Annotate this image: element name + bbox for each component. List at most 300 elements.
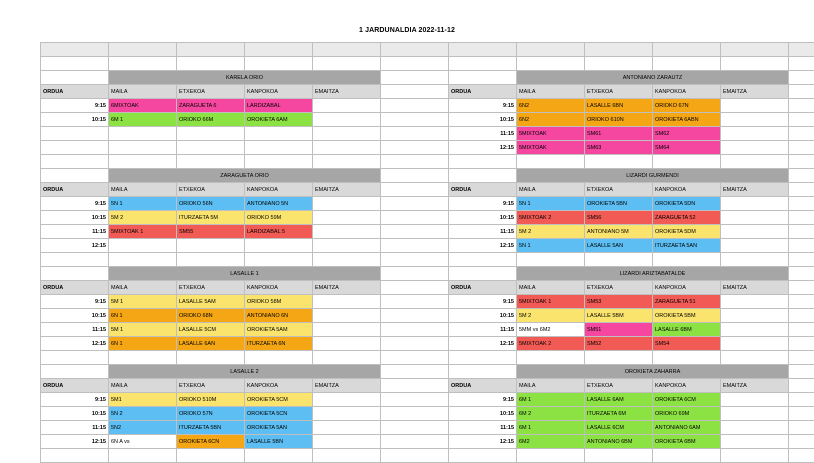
empty-cell[interactable] — [381, 155, 449, 169]
time-cell[interactable]: 9:15 — [449, 295, 517, 309]
empty-cell[interactable] — [41, 365, 109, 379]
etxekoa-cell[interactable]: ITURZAETA 5BN — [177, 421, 245, 435]
etxekoa-cell[interactable]: LASALLE 5AM — [177, 295, 245, 309]
empty-cell[interactable] — [177, 449, 245, 463]
header-ordua[interactable]: ORDUA — [449, 183, 517, 197]
header-etxekoa[interactable]: ETXEKOA — [585, 281, 653, 295]
empty-cell[interactable] — [381, 295, 449, 309]
emaitza-cell[interactable] — [313, 407, 381, 421]
empty-cell[interactable] — [41, 169, 109, 183]
time-cell[interactable]: 10:15 — [41, 211, 109, 225]
empty-cell[interactable] — [41, 57, 109, 71]
empty-cell[interactable] — [177, 253, 245, 267]
emaitza-cell[interactable] — [721, 113, 789, 127]
section-title[interactable]: LIZARDI ARIZTABATALDE — [517, 267, 789, 281]
empty-cell[interactable] — [41, 43, 109, 57]
empty-cell[interactable] — [789, 183, 814, 197]
empty-cell[interactable] — [41, 449, 109, 463]
kanpokoa-cell[interactable]: OROKIETA 5AN — [245, 421, 313, 435]
header-maila[interactable]: MAILA — [109, 379, 177, 393]
header-kanpokoa[interactable]: KANPOKOA — [653, 85, 721, 99]
kanpokoa-cell[interactable]: OROKIETA 6ABN — [653, 113, 721, 127]
kanpokoa-cell[interactable]: LARDIZABAL 5 — [245, 225, 313, 239]
header-ordua[interactable]: ORDUA — [41, 85, 109, 99]
empty-cell[interactable] — [789, 169, 814, 183]
header-emaitza[interactable]: EMAITZA — [721, 183, 789, 197]
time-cell[interactable]: 9:15 — [41, 393, 109, 407]
empty-cell[interactable] — [381, 225, 449, 239]
time-cell[interactable]: 11:15 — [41, 421, 109, 435]
header-emaitza[interactable]: EMAITZA — [313, 379, 381, 393]
empty-cell[interactable] — [381, 99, 449, 113]
emaitza-cell[interactable] — [313, 99, 381, 113]
empty-cell[interactable] — [789, 295, 814, 309]
empty-cell[interactable] — [381, 449, 449, 463]
header-emaitza[interactable]: EMAITZA — [313, 281, 381, 295]
etxekoa-cell[interactable]: ORIOKO 510M — [177, 393, 245, 407]
kanpokoa-cell[interactable] — [245, 127, 313, 141]
emaitza-cell[interactable] — [721, 141, 789, 155]
time-cell[interactable] — [41, 127, 109, 141]
empty-cell[interactable] — [381, 57, 449, 71]
empty-cell[interactable] — [381, 393, 449, 407]
etxekoa-cell[interactable]: OROKIETA 5BN — [585, 197, 653, 211]
etxekoa-cell[interactable]: SM61 — [585, 127, 653, 141]
empty-cell[interactable] — [517, 57, 585, 71]
empty-cell[interactable] — [381, 323, 449, 337]
empty-cell[interactable] — [41, 155, 109, 169]
empty-cell[interactable] — [245, 155, 313, 169]
etxekoa-cell[interactable]: SM56 — [585, 211, 653, 225]
etxekoa-cell[interactable] — [177, 127, 245, 141]
section-title[interactable]: KARELA ORIO — [109, 71, 381, 85]
maila-cell[interactable] — [109, 239, 177, 253]
empty-cell[interactable] — [109, 43, 177, 57]
maila-cell[interactable]: 6M 1 — [517, 393, 585, 407]
empty-cell[interactable] — [653, 155, 721, 169]
empty-cell[interactable] — [245, 351, 313, 365]
emaitza-cell[interactable] — [721, 407, 789, 421]
header-ordua[interactable]: ORDUA — [41, 281, 109, 295]
kanpokoa-cell[interactable]: OROKIETA 6AM — [245, 113, 313, 127]
header-etxekoa[interactable]: ETXEKOA — [177, 183, 245, 197]
emaitza-cell[interactable] — [721, 239, 789, 253]
kanpokoa-cell[interactable]: SM62 — [653, 127, 721, 141]
empty-cell[interactable] — [789, 71, 814, 85]
header-emaitza[interactable]: EMAITZA — [721, 85, 789, 99]
empty-cell[interactable] — [789, 43, 814, 57]
etxekoa-cell[interactable]: SM53 — [585, 295, 653, 309]
empty-cell[interactable] — [109, 449, 177, 463]
maila-cell[interactable]: 5N 1 — [517, 197, 585, 211]
kanpokoa-cell[interactable]: SM54 — [653, 337, 721, 351]
empty-cell[interactable] — [789, 379, 814, 393]
etxekoa-cell[interactable]: ORIOKO 66M — [177, 113, 245, 127]
empty-cell[interactable] — [109, 253, 177, 267]
header-etxekoa[interactable]: ETXEKOA — [585, 85, 653, 99]
header-kanpokoa[interactable]: KANPOKOA — [653, 379, 721, 393]
empty-cell[interactable] — [789, 141, 814, 155]
empty-cell[interactable] — [381, 141, 449, 155]
empty-cell[interactable] — [585, 57, 653, 71]
emaitza-cell[interactable] — [721, 393, 789, 407]
etxekoa-cell[interactable]: ORIOKO 57N — [177, 407, 245, 421]
time-cell[interactable]: 9:15 — [41, 197, 109, 211]
empty-cell[interactable] — [789, 127, 814, 141]
empty-cell[interactable] — [109, 351, 177, 365]
kanpokoa-cell[interactable]: ANTONIANO 6AM — [653, 421, 721, 435]
empty-cell[interactable] — [789, 155, 814, 169]
maila-cell[interactable]: 6N2 — [517, 113, 585, 127]
emaitza-cell[interactable] — [721, 309, 789, 323]
empty-cell[interactable] — [41, 267, 109, 281]
empty-cell[interactable] — [177, 57, 245, 71]
empty-cell[interactable] — [313, 253, 381, 267]
time-cell[interactable]: 11:15 — [449, 323, 517, 337]
kanpokoa-cell[interactable]: OROKIETA 5CM — [245, 393, 313, 407]
kanpokoa-cell[interactable]: ZARAGUETA 52 — [653, 211, 721, 225]
empty-cell[interactable] — [789, 407, 814, 421]
kanpokoa-cell[interactable]: ITURZAETA 6N — [245, 337, 313, 351]
empty-cell[interactable] — [789, 267, 814, 281]
empty-cell[interactable] — [789, 323, 814, 337]
time-cell[interactable]: 12:15 — [449, 435, 517, 449]
kanpokoa-cell[interactable]: OROKIETA 5AM — [245, 323, 313, 337]
empty-cell[interactable] — [381, 43, 449, 57]
empty-cell[interactable] — [245, 43, 313, 57]
empty-cell[interactable] — [177, 155, 245, 169]
kanpokoa-cell[interactable]: OROKIETA 5BM — [653, 309, 721, 323]
time-cell[interactable]: 10:15 — [449, 407, 517, 421]
kanpokoa-cell[interactable]: OROKIETA 5CN — [245, 407, 313, 421]
kanpokoa-cell[interactable]: LASALLE 6BM — [653, 323, 721, 337]
header-ordua[interactable]: ORDUA — [41, 379, 109, 393]
emaitza-cell[interactable] — [721, 211, 789, 225]
etxekoa-cell[interactable]: SM52 — [585, 337, 653, 351]
time-cell[interactable]: 10:15 — [449, 211, 517, 225]
time-cell[interactable] — [41, 141, 109, 155]
empty-cell[interactable] — [721, 155, 789, 169]
etxekoa-cell[interactable]: LASALLE 6BN — [585, 99, 653, 113]
etxekoa-cell[interactable]: SM63 — [585, 141, 653, 155]
emaitza-cell[interactable] — [721, 197, 789, 211]
empty-cell[interactable] — [789, 57, 814, 71]
maila-cell[interactable]: 5M 2 — [517, 309, 585, 323]
maila-cell[interactable]: 5M 2 — [517, 225, 585, 239]
kanpokoa-cell[interactable]: ORIOKO 67N — [653, 99, 721, 113]
header-kanpokoa[interactable]: KANPOKOA — [653, 281, 721, 295]
time-cell[interactable]: 10:15 — [41, 407, 109, 421]
empty-cell[interactable] — [449, 365, 517, 379]
empty-cell[interactable] — [449, 449, 517, 463]
empty-cell[interactable] — [517, 43, 585, 57]
emaitza-cell[interactable] — [721, 421, 789, 435]
maila-cell[interactable]: 5N 1 — [517, 239, 585, 253]
time-cell[interactable]: 11:15 — [449, 127, 517, 141]
maila-cell[interactable]: 5MIXTOAK 1 — [109, 225, 177, 239]
header-etxekoa[interactable]: ETXEKOA — [177, 379, 245, 393]
empty-cell[interactable] — [789, 337, 814, 351]
etxekoa-cell[interactable]: ORIOKO 56N — [177, 197, 245, 211]
header-kanpokoa[interactable]: KANPOKOA — [245, 183, 313, 197]
empty-cell[interactable] — [449, 253, 517, 267]
maila-cell[interactable]: 6N 1 — [109, 309, 177, 323]
time-cell[interactable]: 11:15 — [41, 323, 109, 337]
header-maila[interactable]: MAILA — [109, 85, 177, 99]
maila-cell[interactable]: 6M2 — [517, 435, 585, 449]
empty-cell[interactable] — [41, 71, 109, 85]
empty-cell[interactable] — [789, 253, 814, 267]
time-cell[interactable]: 12:15 — [449, 141, 517, 155]
etxekoa-cell[interactable] — [177, 141, 245, 155]
empty-cell[interactable] — [313, 43, 381, 57]
kanpokoa-cell[interactable]: OROKIETA 6CM — [653, 393, 721, 407]
empty-cell[interactable] — [585, 449, 653, 463]
maila-cell[interactable]: 6MIXTOAK — [109, 99, 177, 113]
etxekoa-cell[interactable]: LASALLE 5CM — [177, 323, 245, 337]
etxekoa-cell[interactable]: LASALLE 6CM — [585, 421, 653, 435]
time-cell[interactable]: 12:15 — [449, 337, 517, 351]
maila-cell[interactable]: 5MIXTOAK 2 — [517, 337, 585, 351]
time-cell[interactable]: 12:15 — [41, 239, 109, 253]
empty-cell[interactable] — [789, 225, 814, 239]
header-ordua[interactable]: ORDUA — [41, 183, 109, 197]
empty-cell[interactable] — [381, 309, 449, 323]
kanpokoa-cell[interactable]: OROKIETA 5DM — [653, 225, 721, 239]
emaitza-cell[interactable] — [313, 309, 381, 323]
etxekoa-cell[interactable]: ITURZAETA 5M — [177, 211, 245, 225]
time-cell[interactable]: 10:15 — [41, 309, 109, 323]
empty-cell[interactable] — [449, 57, 517, 71]
empty-cell[interactable] — [381, 421, 449, 435]
emaitza-cell[interactable] — [313, 421, 381, 435]
emaitza-cell[interactable] — [313, 127, 381, 141]
etxekoa-cell[interactable]: ANTONIANO 6BM — [585, 435, 653, 449]
empty-cell[interactable] — [585, 253, 653, 267]
header-maila[interactable]: MAILA — [109, 281, 177, 295]
empty-cell[interactable] — [245, 57, 313, 71]
maila-cell[interactable]: 5MIXTOAK 2 — [517, 211, 585, 225]
time-cell[interactable]: 9:15 — [41, 99, 109, 113]
time-cell[interactable]: 9:15 — [41, 295, 109, 309]
emaitza-cell[interactable] — [313, 337, 381, 351]
empty-cell[interactable] — [41, 351, 109, 365]
section-title[interactable]: OROKIETA ZAHARRA — [517, 365, 789, 379]
time-cell[interactable]: 12:15 — [41, 435, 109, 449]
time-cell[interactable]: 10:15 — [449, 309, 517, 323]
header-kanpokoa[interactable]: KANPOKOA — [245, 85, 313, 99]
empty-cell[interactable] — [381, 169, 449, 183]
header-etxekoa[interactable]: ETXEKOA — [585, 379, 653, 393]
maila-cell[interactable]: 5N 1 — [109, 197, 177, 211]
kanpokoa-cell[interactable] — [245, 239, 313, 253]
emaitza-cell[interactable] — [313, 113, 381, 127]
empty-cell[interactable] — [517, 449, 585, 463]
empty-cell[interactable] — [789, 421, 814, 435]
kanpokoa-cell[interactable]: ORIOKO 59M — [245, 211, 313, 225]
emaitza-cell[interactable] — [721, 295, 789, 309]
section-title[interactable]: LASALLE 1 — [109, 267, 381, 281]
empty-cell[interactable] — [245, 253, 313, 267]
header-maila[interactable]: MAILA — [517, 183, 585, 197]
empty-cell[interactable] — [721, 449, 789, 463]
kanpokoa-cell[interactable]: ORIOKO 58M — [245, 295, 313, 309]
empty-cell[interactable] — [449, 267, 517, 281]
kanpokoa-cell[interactable] — [245, 141, 313, 155]
empty-cell[interactable] — [721, 253, 789, 267]
empty-cell[interactable] — [449, 351, 517, 365]
emaitza-cell[interactable] — [313, 141, 381, 155]
time-cell[interactable]: 12:15 — [41, 337, 109, 351]
maila-cell[interactable]: 5MIXTOAK — [517, 141, 585, 155]
emaitza-cell[interactable] — [313, 393, 381, 407]
kanpokoa-cell[interactable]: OROKIETA 6BM — [653, 435, 721, 449]
empty-cell[interactable] — [313, 351, 381, 365]
etxekoa-cell[interactable]: LASALLE 6AN — [177, 337, 245, 351]
emaitza-cell[interactable] — [721, 99, 789, 113]
kanpokoa-cell[interactable]: ORIOKO 69M — [653, 407, 721, 421]
empty-cell[interactable] — [381, 183, 449, 197]
kanpokoa-cell[interactable]: ANTONIANO 6N — [245, 309, 313, 323]
etxekoa-cell[interactable]: ANTONIANO 5M — [585, 225, 653, 239]
empty-cell[interactable] — [585, 155, 653, 169]
maila-cell[interactable]: 5MIXTOAK — [517, 127, 585, 141]
etxekoa-cell[interactable]: LASALLE 5AN — [585, 239, 653, 253]
empty-cell[interactable] — [381, 407, 449, 421]
empty-cell[interactable] — [449, 169, 517, 183]
time-cell[interactable]: 11:15 — [449, 421, 517, 435]
maila-cell[interactable]: 6M 1 — [517, 421, 585, 435]
empty-cell[interactable] — [381, 113, 449, 127]
empty-cell[interactable] — [721, 57, 789, 71]
header-kanpokoa[interactable]: KANPOKOA — [245, 281, 313, 295]
kanpokoa-cell[interactable]: SM64 — [653, 141, 721, 155]
empty-cell[interactable] — [381, 85, 449, 99]
empty-cell[interactable] — [381, 253, 449, 267]
emaitza-cell[interactable] — [313, 239, 381, 253]
etxekoa-cell[interactable]: SM51 — [585, 323, 653, 337]
empty-cell[interactable] — [381, 351, 449, 365]
etxekoa-cell[interactable]: OROKIETA 6CN — [177, 435, 245, 449]
emaitza-cell[interactable] — [313, 295, 381, 309]
empty-cell[interactable] — [381, 127, 449, 141]
emaitza-cell[interactable] — [313, 197, 381, 211]
empty-cell[interactable] — [381, 337, 449, 351]
header-maila[interactable]: MAILA — [109, 183, 177, 197]
header-ordua[interactable]: ORDUA — [449, 281, 517, 295]
empty-cell[interactable] — [381, 281, 449, 295]
empty-cell[interactable] — [789, 309, 814, 323]
maila-cell[interactable] — [109, 127, 177, 141]
time-cell[interactable]: 9:15 — [449, 393, 517, 407]
empty-cell[interactable] — [109, 57, 177, 71]
empty-cell[interactable] — [585, 351, 653, 365]
time-cell[interactable]: 9:15 — [449, 99, 517, 113]
empty-cell[interactable] — [449, 155, 517, 169]
empty-cell[interactable] — [789, 197, 814, 211]
empty-cell[interactable] — [245, 449, 313, 463]
kanpokoa-cell[interactable]: ANTONIANO 5N — [245, 197, 313, 211]
empty-cell[interactable] — [585, 43, 653, 57]
empty-cell[interactable] — [449, 43, 517, 57]
empty-cell[interactable] — [313, 449, 381, 463]
etxekoa-cell[interactable]: ORIOKO 68N — [177, 309, 245, 323]
etxekoa-cell[interactable]: ITURZAETA 6M — [585, 407, 653, 421]
etxekoa-cell[interactable]: SM55 — [177, 225, 245, 239]
empty-cell[interactable] — [517, 155, 585, 169]
etxekoa-cell[interactable]: LASALLE 6AM — [585, 393, 653, 407]
empty-cell[interactable] — [721, 351, 789, 365]
empty-cell[interactable] — [789, 281, 814, 295]
maila-cell[interactable]: 5M 2 — [109, 211, 177, 225]
time-cell[interactable]: 11:15 — [449, 225, 517, 239]
empty-cell[interactable] — [177, 43, 245, 57]
emaitza-cell[interactable] — [721, 127, 789, 141]
header-emaitza[interactable]: EMAITZA — [313, 85, 381, 99]
maila-cell[interactable]: 6N2 — [517, 99, 585, 113]
maila-cell[interactable]: 5MM vs 6M2 — [517, 323, 585, 337]
header-ordua[interactable]: ORDUA — [449, 379, 517, 393]
emaitza-cell[interactable] — [721, 225, 789, 239]
maila-cell[interactable]: 6N A vs — [109, 435, 177, 449]
empty-cell[interactable] — [789, 449, 814, 463]
header-emaitza[interactable]: EMAITZA — [313, 183, 381, 197]
empty-cell[interactable] — [313, 57, 381, 71]
emaitza-cell[interactable] — [313, 435, 381, 449]
maila-cell[interactable] — [109, 141, 177, 155]
emaitza-cell[interactable] — [721, 435, 789, 449]
header-maila[interactable]: MAILA — [517, 281, 585, 295]
empty-cell[interactable] — [381, 379, 449, 393]
maila-cell[interactable]: 6M 1 — [109, 113, 177, 127]
empty-cell[interactable] — [789, 393, 814, 407]
maila-cell[interactable]: 5M 1 — [109, 323, 177, 337]
empty-cell[interactable] — [313, 155, 381, 169]
empty-cell[interactable] — [789, 99, 814, 113]
maila-cell[interactable]: 6N 1 — [109, 337, 177, 351]
header-etxekoa[interactable]: ETXEKOA — [177, 85, 245, 99]
empty-cell[interactable] — [653, 449, 721, 463]
empty-cell[interactable] — [381, 239, 449, 253]
section-title[interactable]: ANTONIANO ZARAUTZ — [517, 71, 789, 85]
empty-cell[interactable] — [789, 85, 814, 99]
maila-cell[interactable]: 5M 1 — [109, 295, 177, 309]
maila-cell[interactable]: 5MIXTOAK 1 — [517, 295, 585, 309]
empty-cell[interactable] — [177, 351, 245, 365]
empty-cell[interactable] — [789, 351, 814, 365]
kanpokoa-cell[interactable]: LARDIZABAL — [245, 99, 313, 113]
kanpokoa-cell[interactable]: OROKIETA 5DN — [653, 197, 721, 211]
header-maila[interactable]: MAILA — [517, 85, 585, 99]
header-etxekoa[interactable]: ETXEKOA — [585, 183, 653, 197]
header-emaitza[interactable]: EMAITZA — [721, 281, 789, 295]
empty-cell[interactable] — [721, 43, 789, 57]
empty-cell[interactable] — [381, 71, 449, 85]
emaitza-cell[interactable] — [721, 323, 789, 337]
empty-cell[interactable] — [653, 57, 721, 71]
section-title[interactable]: LIZARDI GURMENDI — [517, 169, 789, 183]
empty-cell[interactable] — [449, 71, 517, 85]
header-emaitza[interactable]: EMAITZA — [721, 379, 789, 393]
etxekoa-cell[interactable] — [177, 239, 245, 253]
maila-cell[interactable]: 5M1 — [109, 393, 177, 407]
kanpokoa-cell[interactable]: LASALLE 5BN — [245, 435, 313, 449]
time-cell[interactable]: 12:15 — [449, 239, 517, 253]
empty-cell[interactable] — [109, 155, 177, 169]
emaitza-cell[interactable] — [721, 337, 789, 351]
empty-cell[interactable] — [381, 267, 449, 281]
emaitza-cell[interactable] — [313, 323, 381, 337]
